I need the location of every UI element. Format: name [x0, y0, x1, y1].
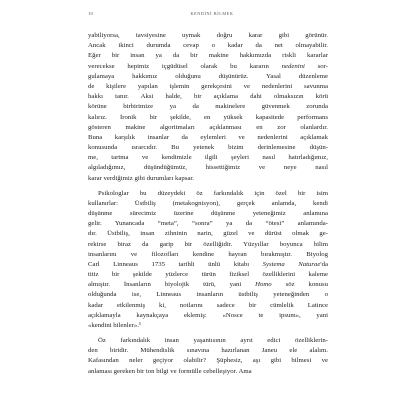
text-line: Kafasından neler geçiyor olabilir? Şüphesiz, aşı gibi bilmesi ve [88, 357, 328, 365]
text-line: rekirse biraz da garip bir özelliğidir. Yüzyıllar boyunca bilim [88, 240, 328, 248]
paragraph [88, 189, 328, 332]
text-line: titiz bir şekilde yüzlerce türün fiziksel özelliklerini kaleme [88, 271, 328, 279]
text-line: kullanırlar: Üstbiliş (metakognisyon), gerçek anlamda, kendi [88, 199, 328, 207]
text-line: almıştır. İnsanların biyolojik türü, yani Homo söz konusu [88, 281, 328, 289]
text-line: Ancak ikinci durumda cevap o kadar da net olmayabilir. [88, 42, 328, 50]
text-line: karar verdiğimiz gibi durumları kapsar. [88, 174, 194, 182]
text-line: de kişilere yapılan işlemin gerekçesini ve nedenlerini savunma [88, 82, 328, 90]
text-line: olduğunda ise, Linneaus insanların üstbiliş yeteneğinden o [88, 291, 328, 299]
text-line: Eğer bir insan ya da bir makine hakkımızda riskli kararlar [88, 52, 328, 60]
text-line: Buna karşılık insanlar da eylemleri ve nedenlerini açıklamak [88, 133, 328, 141]
paragraph [88, 31, 328, 184]
text-line: açıklamayla kaynakçaya eklemiş: «Nosce te ipsum», yani [88, 311, 328, 319]
text-line: insanlarını ve filozofları kendine hayran bırakmıştır. Biyolog [88, 250, 328, 258]
text-line: körüne birbirimize ya da makinelere güvenmek zorunda [88, 103, 328, 111]
text-line: düşünme sürecimiz üzerine düşünme yeteneğimiz anlamına [88, 209, 328, 217]
text-line: gulamaya hakkımız olduğunu düşünürüz. Yasal düzenleme [88, 72, 328, 80]
text-line: kadar etkilenmiş ki, notlarını sadece bir cümlelik Latince [88, 301, 328, 309]
text-line: algıladığımız, düşündüğümüz, hissettiğimiz ve neye nasıl [88, 164, 328, 172]
text-line: den biridir. Mühendislik sınavına hazırlanan Janeu ele alalım. [88, 347, 328, 355]
running-head: KENDİNİ BİLMEK [190, 11, 234, 16]
text-line: anlaması gereken bir ton bilgi ve formülle cebelleşiyor. Ama [88, 367, 252, 375]
paragraph [88, 336, 328, 377]
text-line: yabiliyorsa, tavsiyesine uymak doğru karar gibi görünür. [88, 32, 328, 39]
text-line: dır. Üstbiliş, insan zihninin narin, güzel ve dürüst olmak ge- [88, 230, 328, 238]
text-line: kalırız. İronik bir şekilde, en yüksek kapasitede performans [88, 113, 328, 121]
text-line: gösteren makine algoritmaları açıklanması en zor olanlardır. [88, 123, 328, 131]
text-line: me, tartma ve kendimizle ilgili şeyleri nasıl hatırladığımız, [88, 154, 328, 162]
text-line: gelir. Yunancada “meta”, “sonra” ya da “ötesi” anlamında- [88, 220, 328, 228]
text-line: Psikologlar bu düzeydeki öz farkındalık için özel bir isim [98, 189, 328, 197]
text-line: hakkı tanır. Aksi halde, bir açıklama dahi olmaksızın körü [88, 93, 328, 101]
text-line: Öz farkındalık insan yaşantısının ayrıt edici özelliklerin- [98, 337, 328, 345]
text-line: Carl Linneaus 1735 tarihli ünlü kitabı Systema Naturae'da [88, 260, 329, 268]
text-line: konusunda ısrarcıdır. Bu yetenek bizim derinlemesine düşün- [88, 144, 328, 152]
body-text [88, 31, 328, 377]
page-number: 10 [88, 11, 93, 16]
text-line: «kendini bilenler».¹ [88, 322, 142, 330]
text-line: verecekse hepimiz içgüdüsel olarak bu kararın nedenini sor- [88, 62, 328, 70]
page-header [88, 11, 328, 19]
